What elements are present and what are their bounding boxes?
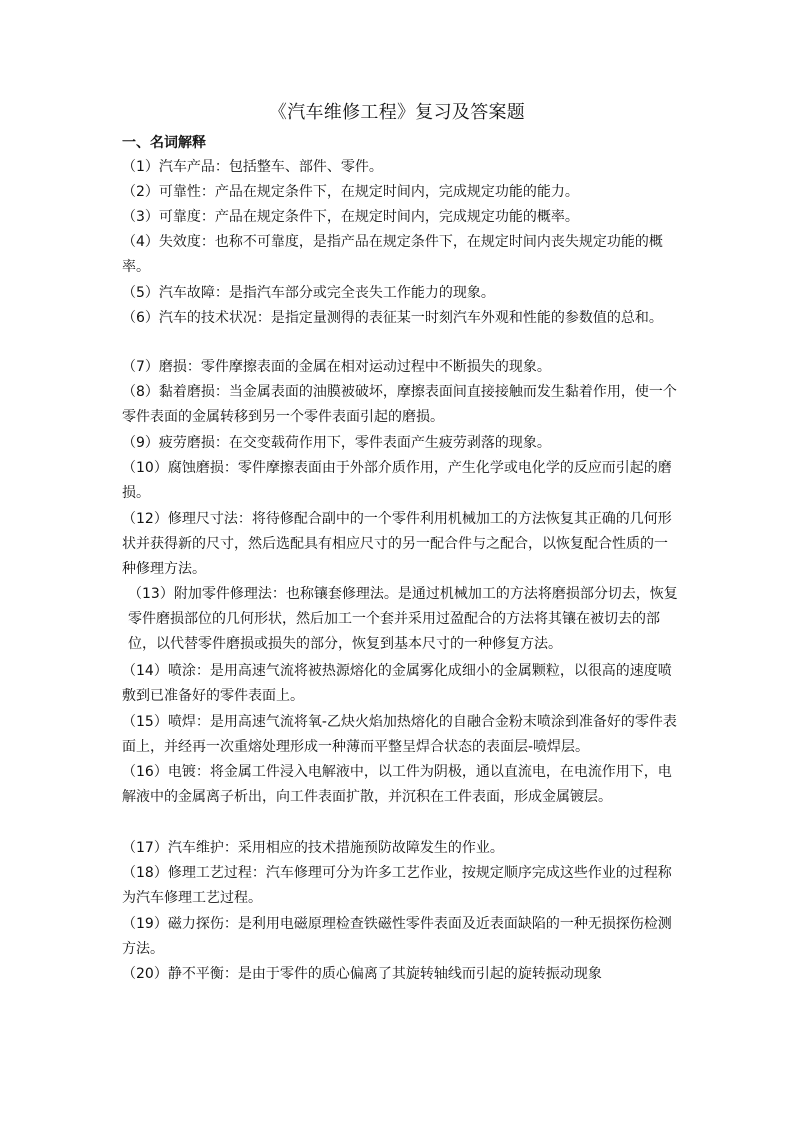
- term-entry-2: （2）可靠性：产品在规定条件下，在规定时间内，完成规定功能的能力。: [122, 184, 579, 200]
- term-entry-19: （19）磁力探伤：是利用电磁原理检查铁磁性零件表面及近表面缺陷的一种无损探伤检测方法。: [122, 916, 672, 957]
- term-entry-10: （10）腐蚀磨损：零件摩擦表面由于外部介质作用，产生化学或电化学的反应而引起的磨损。: [122, 460, 672, 501]
- term-entry-8: （8）黏着磨损：当金属表面的油膜被破坏，摩擦表面间直接接触而发生黏着作用，使一个零件表面的金属转移到另一个零件表面引起的磨损。: [122, 384, 677, 425]
- term-entry-16: （16）电镀：将金属工件浸入电解液中，以工件为阴极，通以直流电，在电流作用下，电解液中的金属离子析出，向工件表面扩散，并沉积在工件表面，形成金属镀层。: [122, 764, 672, 805]
- term-entry-5: （5）汽车故障：是指汽车部分或完全丧失工作能力的现象。: [122, 285, 495, 301]
- term-entry-7: （7）磨损：零件摩擦表面的金属在相对运动过程中不断损失的现象。: [122, 359, 551, 375]
- term-entry-12: （12）修理尺寸法：将待修配合副中的一个零件利用机械加工的方法恢复其正确的几何形状并获得新的尺寸，然后选配具有相应尺寸的另一配合件与之配合，以恢复配合性质的一种修理方法。: [122, 511, 672, 577]
- term-entry-18: （18）修理工艺过程：汽车修理可分为许多工艺作业，按规定顺序完成这些作业的过程称为汽车修理工艺过程。: [122, 865, 672, 906]
- term-entry-1: （1）汽车产品：包括整车、部件、零件。: [122, 159, 383, 175]
- term-entry-6: （6）汽车的技术状况：是指定量测得的表征某一时刻汽车外观和性能的参数值的总和。: [122, 310, 663, 326]
- term-entry-9: （9）疲劳磨损：在交变载荷作用下，零件表面产生疲劳剥落的现象。: [122, 435, 551, 451]
- term-entry-13: （13）附加零件修理法：也称镶套修理法。是通过机械加工的方法将磨损部分切去，恢复零件磨损部位的几何形状，然后加工一个套并采用过盈配合的方法将其镶在被切去的部位，以代替零件磨损或损失的部分，恢复到基本尺寸的一种修复方法。: [128, 586, 678, 652]
- term-entry-17: （17）汽车维护：采用相应的技术措施预防故障发生的作业。: [122, 840, 504, 856]
- document-title: 《汽车维修工程》复习及答案题: [268, 102, 526, 123]
- term-entry-14: （14）喷涂：是用高速气流将被热源熔化的金属雾化成细小的金属颗粒，以很高的速度喷敷到已准备好的零件表面上。: [122, 663, 672, 704]
- term-entry-20: （20）静不平衡：是由于零件的质心偏离了其旋转轴线而引起的旋转振动现象: [122, 966, 602, 982]
- term-entry-4: （4）失效度：也称不可靠度，是指产品在规定条件下，在规定时间内丧失规定功能的概率。: [122, 234, 663, 275]
- section-heading: 一、名词解释: [122, 135, 206, 151]
- term-entry-3: （3）可靠度：产品在规定条件下，在规定时间内，完成规定功能的概率。: [122, 209, 579, 225]
- term-entry-15: （15）喷焊：是用高速气流将氧-乙炔火焰加热熔化的自融合金粉末喷涂到准备好的零件表面上，并经再一次重熔处理形成一种薄而平整呈焊合状态的表面层-喷焊层。: [122, 714, 677, 755]
